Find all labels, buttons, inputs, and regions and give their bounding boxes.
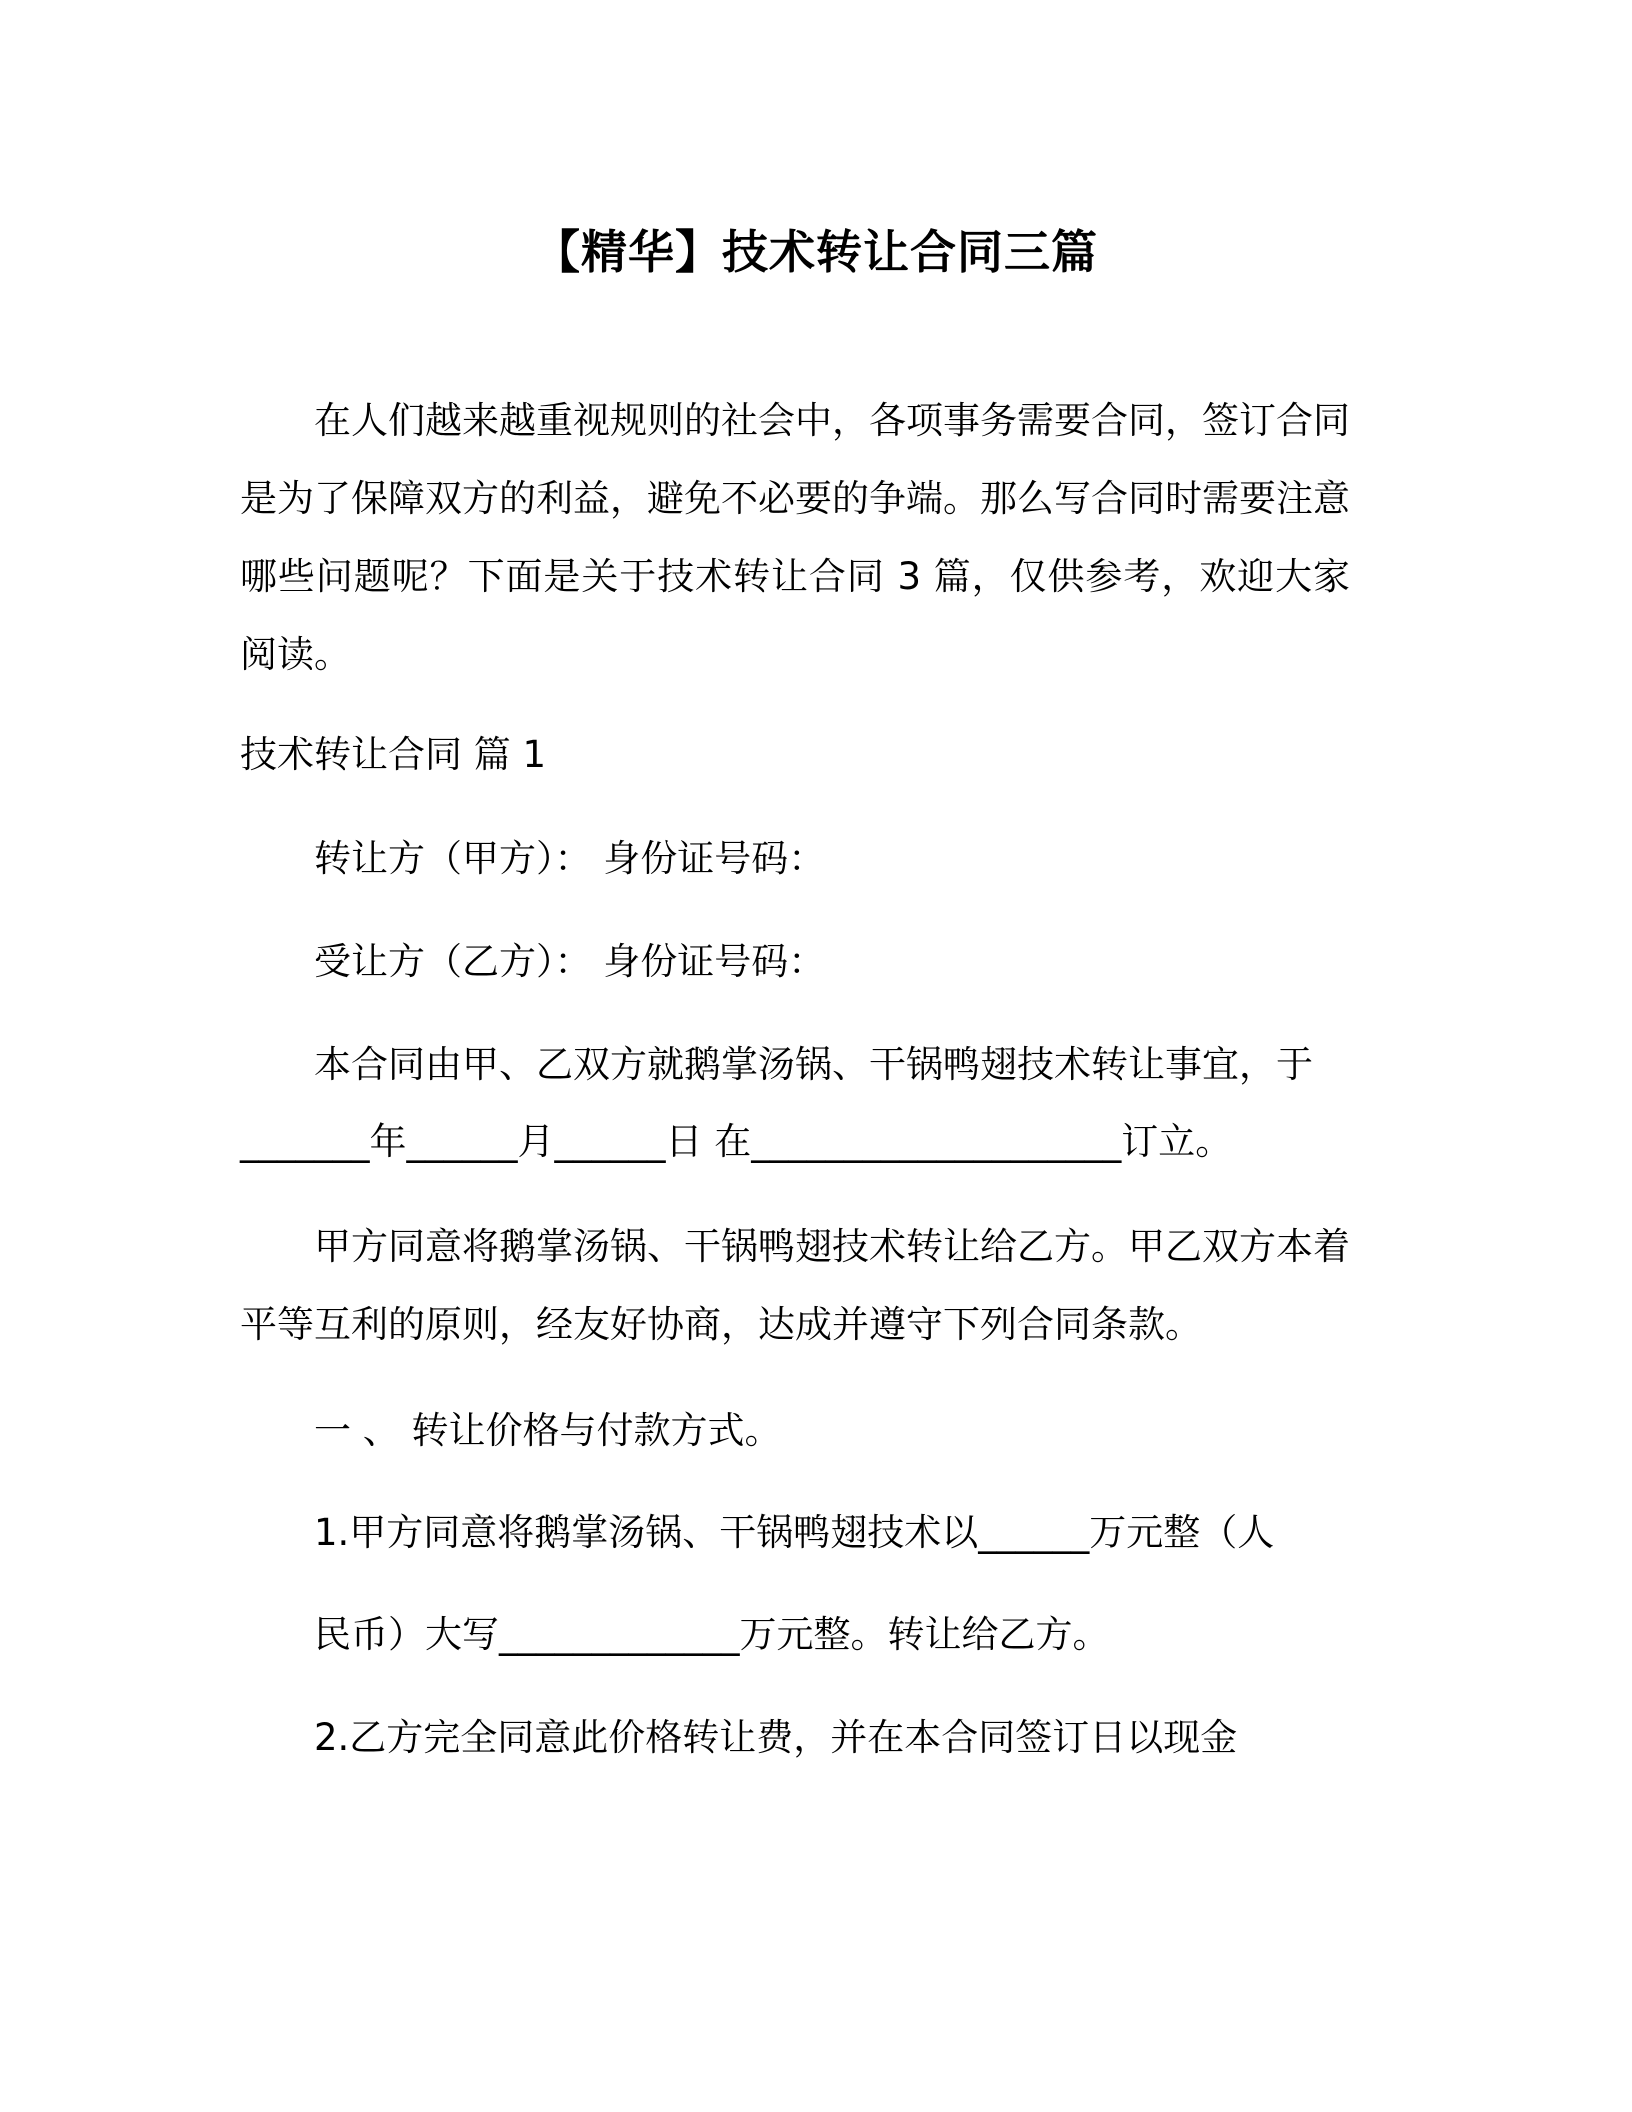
clause-1-1-line-2: 民币）大写_____________万元整。转让给乙方。 xyxy=(314,1613,1110,1656)
agreement-line-2: _______年______月______日 在____________________订立。 xyxy=(240,1120,1233,1163)
clause-1-heading: 一 、 转让价格与付款方式。 xyxy=(314,1409,782,1452)
intro-paragraph: 在人们越来越重视规则的社会中，各项事务需要合同，签订合同是为了保障双方的利益，避免不必要的争端。那么写合同时需要注意哪些问题呢？下面是关于技术转让合同 3 篇，仅供参考，欢迎大家阅读。 xyxy=(240,399,1350,676)
agreement-line-1: 本合同由甲、乙双方就鹅掌汤锅、干锅鸭翅技术转让事宜，于 xyxy=(314,1043,1313,1086)
document-title: 【精华】技术转让合同三篇 xyxy=(534,225,1098,279)
clause-1-2-line: 2.乙方完全同意此价格转让费，并在本合同签订日以现金 xyxy=(314,1716,1238,1759)
party-b-line: 受让方（乙方）： 身份证号码： xyxy=(314,940,826,983)
party-a-line: 转让方（甲方）： 身份证号码： xyxy=(314,837,826,880)
section-heading: 技术转让合同 篇 1 xyxy=(240,733,547,776)
clause-1-1-line-1: 1.甲方同意将鹅掌汤锅、干锅鸭翅技术以______万元整（人 xyxy=(314,1511,1275,1554)
consent-paragraph: 甲方同意将鹅掌汤锅、干锅鸭翅技术转让给乙方。甲乙双方本着平等互利的原则，经友好协商，达成并遵守下列合同条款。 xyxy=(240,1225,1350,1346)
